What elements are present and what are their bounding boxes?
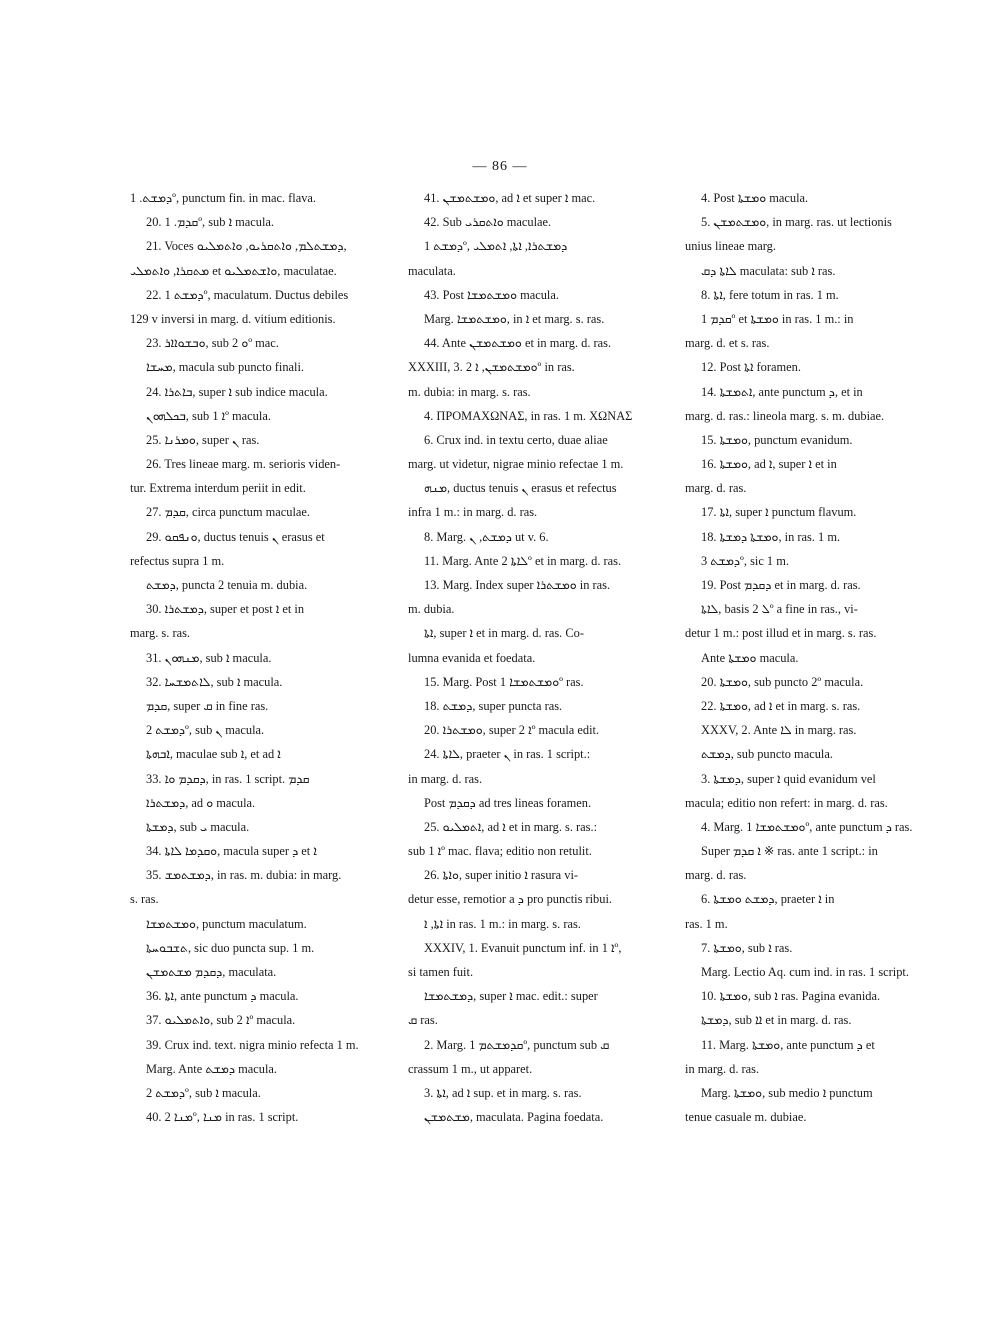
- text-line: marg. ut videtur, nigrae minio refectae 1 m.: [408, 457, 624, 472]
- text-line: 4. Marg. ܘܡܫܬܡܫܐ 1º, ante punctum ܕ ras.: [701, 819, 913, 834]
- text-line: XXXIII, 3. ܘܡܫܬܡܫܢ, ܐ 2º in ras.: [408, 360, 575, 375]
- text-line: 26. Tres lineae marg. m. serioris viden-: [146, 457, 341, 472]
- text-line: ܕܡܫܬܪܐ, ad ܘ macula.: [146, 795, 256, 810]
- text-line: 40. ܡܢܐ 2º, ܡܢܐ in ras. 1 script.: [146, 1110, 299, 1125]
- text-line: in marg. d. ras.: [408, 771, 483, 786]
- text-line: Marg. ܘܡܫܬܡܫܐ, in ܐ et marg. s. ras.: [424, 311, 605, 326]
- text-line: ܐܬܐ, ܐ in ras. 1 m.: in marg. s. ras.: [424, 916, 581, 931]
- text-line: 7. ܘܡܫܬܐ, sub ܐ ras.: [701, 940, 793, 955]
- text-line: ܡܢܗ, ductus tenuis ܢ erasus et refectus: [424, 481, 617, 496]
- text-line: marg. d. ras.: lineola marg. s. m. dubiae.: [685, 408, 885, 423]
- text-line: 42. Sub ܘܐܬܩܪܝ maculae.: [424, 215, 552, 230]
- text-line: XXXV, 2. Ante ܠܐ in marg. ras.: [701, 723, 857, 738]
- text-line: ܕܡܫܬ, sub puncto macula.: [701, 747, 833, 762]
- text-line: Marg. ܘܡܫܬܐ, sub medio ܐ punctum: [701, 1085, 873, 1100]
- text-line: 25. ܘܡܪܢܐ, super ܢ ras.: [146, 432, 260, 447]
- text-line: ܬܫܒܘܚܬܐ, sic duo puncta sup. 1 m.: [146, 940, 315, 955]
- text-line: ܡܬܩܪܐ, ܘܐܬܡܠܝ et ܘܐܫܬܡܠܝܘ, maculatae.: [130, 263, 337, 278]
- text-line: 11. Marg. Ante ܠܐܬܐ 2º et in marg. d. ras.: [424, 553, 622, 568]
- column-left: [130, 186, 381, 1129]
- text-line: ܕܡܫܬܐ, sub ܐܐ et in marg. d. ras.: [701, 1013, 852, 1028]
- text-line: 20. ܘܡܫܬܪܐ, super ܐ 2º macula edit.: [424, 723, 600, 738]
- text-line: m. dubia: in marg. s. ras.: [408, 384, 531, 399]
- text-line: 14. ܐܬܡܫܬܐ, ante punctum ܕ, et in: [701, 384, 863, 399]
- text-line: Super ܐ ܩܕܡ ※ ras. ante 1 script.: in: [701, 844, 878, 859]
- text-line: 39. Crux ind. text. nigra minio refecta 1 m.: [146, 1037, 359, 1052]
- text-line: 21. Voces ܕܡܫܬܠܡ, ܘܐܬܩܪܝܘ, ܘܐܬܡܠܝܘ,: [146, 239, 347, 254]
- text-line: maculata.: [408, 263, 456, 278]
- text-line: 18. ܕܡܫܬ, super puncta ras.: [424, 698, 563, 713]
- text-line: s. ras.: [130, 892, 159, 907]
- text-line: 44. Ante ܘܡܫܬܡܫܢ et in marg. d. ras.: [424, 336, 612, 351]
- text-line: ܕܡܫܬ 2º, sub ܢ macula.: [146, 723, 265, 738]
- text-line: 24. ܒܐܬܪܐ, super ܐ sub indice macula.: [146, 384, 328, 399]
- text-line: crassum 1 m., ut apparet.: [408, 1061, 533, 1076]
- text-line: 6. ܕܡܫܬ ܘܡܫܬܐ, praeter ܐ in: [701, 892, 835, 907]
- text-line: ܠܐܬܐ ܕܩ maculata: sub ܐ ras.: [701, 263, 836, 278]
- text-line: ܕܡܫܬ 2º, sub ܐ macula.: [146, 1085, 261, 1100]
- text-line: 35. ܕܡܫܬܡܫ, in ras. m. dubia: in marg.: [146, 868, 342, 883]
- text-line: ܐܬܐ, super ܐ et in marg. d. ras. Co-: [424, 626, 584, 641]
- text-line: marg. d. ras.: [685, 481, 747, 496]
- text-line: 30. ܕܡܫܬܪܐ, super et post ܐ et in: [146, 602, 305, 617]
- column-middle: [408, 186, 659, 1129]
- text-line: Marg. Ante ܕܡܫܬ macula.: [146, 1061, 278, 1076]
- text-line: ܕܡܫܬ. 1º, punctum fin. in mac. flava.: [130, 191, 317, 205]
- page-number: — 86 —: [472, 159, 528, 174]
- text-line: ܡܫܬܡܫܢ, maculata. Pagina foedata.: [424, 1110, 604, 1125]
- text-line: macula; editio non refert: in marg. d. ras.: [685, 795, 888, 810]
- text-line: ܕܩܕܡ ܡܫܬܡܫܢ, maculata.: [146, 965, 277, 979]
- text-line: 22. ܕܡܫܬ 1º, maculatum. Ductus debiles: [146, 287, 349, 302]
- text-line: 31. ܡܢܗܘܢ, sub ܐ macula.: [146, 650, 272, 665]
- text-line: 20. ܘܡܫܬܐ, sub puncto 2º macula.: [701, 674, 864, 689]
- text-line: ܠܐܬܐ, basis ܠ 2º a fine in ras., vi-: [701, 602, 858, 617]
- text-line: 33. ܕܩܕܡ ܘܐ, in ras. 1 script. ܩܕܡ: [146, 771, 310, 786]
- text-line: 34. ܘܩܕܡܐ ܠܐܬܐ, macula super ܕ et ܐ: [146, 844, 317, 859]
- text-line: ܒܟܠܗܘܢ, sub ܐ 1º macula.: [146, 408, 271, 423]
- text-line: 27. ܩܕܡ, circa punctum maculae.: [146, 505, 310, 520]
- text-line: refectus supra 1 m.: [130, 553, 225, 568]
- text-line: in marg. d. ras.: [685, 1061, 760, 1076]
- text-line: 29. ܘܢܦܩܘ, ductus tenuis ܢ erasus et: [146, 529, 325, 544]
- text-line: ܐܒܗܬܐ, maculae sub ܐ, et ad ܐ: [146, 747, 281, 762]
- text-line: 8. Marg. ܕܡܫܬ, ܢ ut v. 6.: [424, 529, 549, 544]
- column-right: [685, 186, 936, 1129]
- text-line: 11. Marg. ܘܡܫܬܐ, ante punctum ܕ et: [701, 1037, 875, 1052]
- text-line: ܕܡܫܬ 1º, ܕܡܫܬܪܐ, ܐܬܐ, ܐܬܡܠܝ: [424, 239, 568, 254]
- text-line: 17. ܐܬܐ, super ܐ punctum flavum.: [701, 505, 857, 520]
- text-line: m. dubia.: [408, 602, 455, 617]
- text-line: 26. ܘܐܬܐ, super initio ܐ rasura vi-: [424, 868, 579, 883]
- text-line: ܕܡܫܬ 3º, sic 1 m.: [701, 553, 789, 568]
- text-line: ܕܡܫܬܐ, sub ܝ macula.: [146, 819, 250, 834]
- text-line: marg. d. et s. ras.: [685, 336, 770, 351]
- text-line: 3. ܕܡܫܬܐ, super ܐ quid evanidum vel: [701, 771, 876, 786]
- text-line: infra 1 m.: in marg. d. ras.: [408, 505, 538, 520]
- text-line: marg. d. ras.: [685, 868, 747, 883]
- text-line: 4. ΠΡΟΜΑΧΩΝΑΣ, in ras. 1 m. ΧΩΝΑΣ: [424, 408, 633, 423]
- text-line: XXXIV, 1. Evanuit punctum inf. in ܐ 1º,: [424, 940, 622, 955]
- text-line: 41. ܘܡܫܬܡܫܢ, ad ܐ et super ܐ mac.: [424, 191, 596, 205]
- text-line: si tamen fuit.: [408, 965, 474, 979]
- text-line: 6. Crux ind. in textu certo, duae aliae: [424, 432, 608, 447]
- text-line: 15. Marg. Post ܘܡܫܬܡܫܐ 1º ras.: [424, 674, 584, 689]
- text-line: 8. ܐܬܐ, fere totum in ras. 1 m.: [701, 287, 839, 302]
- text-line: 19. Post ܕܩܕܡ et in marg. d. ras.: [701, 578, 861, 592]
- text-line: 32. ܠܐܬܡܫܚܐ, sub ܐ macula.: [146, 674, 283, 689]
- text-line: sub ܐ 1º mac. flava; editio non retulit.: [408, 844, 592, 859]
- text-line: 5. ܘܡܫܬܡܫܢ, in marg. ras. ut lectionis: [701, 215, 892, 230]
- text-line: 4. Post ܘܡܫܬܐ macula.: [701, 191, 809, 205]
- text-line: ܕܡܫܬ, puncta 2 tenuia m. dubia.: [146, 578, 308, 592]
- text-line: 22. ܘܡܫܬܐ, ad ܐ et in marg. s. ras.: [701, 698, 861, 713]
- text-line: ܕܡܫܬܡܫܐ, super ܐ mac. edit.: super: [424, 989, 598, 1004]
- text-line: lumna evanida et foedata.: [408, 650, 536, 665]
- text-line: 10. ܘܡܫܬܐ, sub ܐ ras. Pagina evanida.: [701, 989, 881, 1004]
- text-line: Ante ܘܡܫܬܐ macula.: [701, 650, 799, 665]
- text-line: ܘܡܫܬܡܫܐ, punctum maculatum.: [146, 916, 307, 931]
- text-line: 129 v inversi in marg. d. vitium editionis.: [130, 311, 336, 326]
- text-line: Post ܕܩܕܡ ad tres lineas foramen.: [424, 795, 592, 810]
- text-line: 43. Post ܘܡܫܬܡܫܐ macula.: [424, 287, 559, 302]
- text-line: marg. s. ras.: [130, 626, 190, 641]
- text-line: detur 1 m.: post illud et in marg. s. ras.: [685, 626, 877, 641]
- text-line: tenue casuale m. dubiae.: [685, 1110, 807, 1125]
- text-line: tur. Extrema interdum periit in edit.: [130, 481, 306, 496]
- text-line: Marg. Lectio Aq. cum ind. in ras. 1 script.: [701, 965, 909, 979]
- text-line: 12. Post ܐܬܐ foramen.: [701, 360, 801, 375]
- text-line: detur esse, remotior a ܕ pro punctis ribui.: [408, 892, 612, 907]
- text-line: 2. Marg. ܩܕܡܫܬܡ 1º, punctum sub ܩ: [424, 1037, 610, 1052]
- text-line: 18. ܘܡܫܬܐ ܕܡܫܬܐ, in ras. 1 m.: [701, 529, 841, 544]
- text-line: 23. ܘܒܫܘܐܐܪ, sub ܘ 2º mac.: [146, 336, 279, 351]
- text-line: ܩܕܡ, super ܩ in fine ras.: [146, 698, 269, 713]
- text-line: 20. ܩܕܡ. 1º, sub ܐ macula.: [146, 215, 275, 230]
- text-line: 3. ܐܬܐ, ad ܐ sup. et in marg. s. ras.: [424, 1085, 582, 1100]
- text-line: 16. ܘܡܫܬܐ, ad ܐ, super ܐ et in: [701, 457, 837, 472]
- text-line: 24. ܠܐܬܐ, praeter ܢ in ras. 1 script.:: [424, 747, 591, 762]
- text-line: unius lineae marg.: [685, 239, 776, 254]
- text-line: ܩ ras.: [408, 1013, 438, 1028]
- text-line: 13. Marg. Index super ܘܡܫܬܪܐ in ras.: [424, 578, 611, 592]
- text-line: ܩܕܡ 1º et ܘܡܫܬܐ in ras. 1 m.: in: [701, 311, 854, 326]
- text-line: 15. ܘܡܫܬܐ, punctum evanidum.: [701, 432, 853, 447]
- text-line: 37. ܘܐܬܡܠܝܘ, sub ܐ 2º macula.: [146, 1013, 296, 1028]
- text-line: ras. 1 m.: [685, 916, 728, 931]
- text-line: ܡܚܫܐ, macula sub puncto finali.: [146, 360, 305, 375]
- text-line: 25. ܐܬܡܠܝܘ, ad ܐ et in marg. s. ras.:: [424, 819, 598, 834]
- text-line: 36. ܐܬܐ, ante punctum ܕ macula.: [146, 989, 299, 1004]
